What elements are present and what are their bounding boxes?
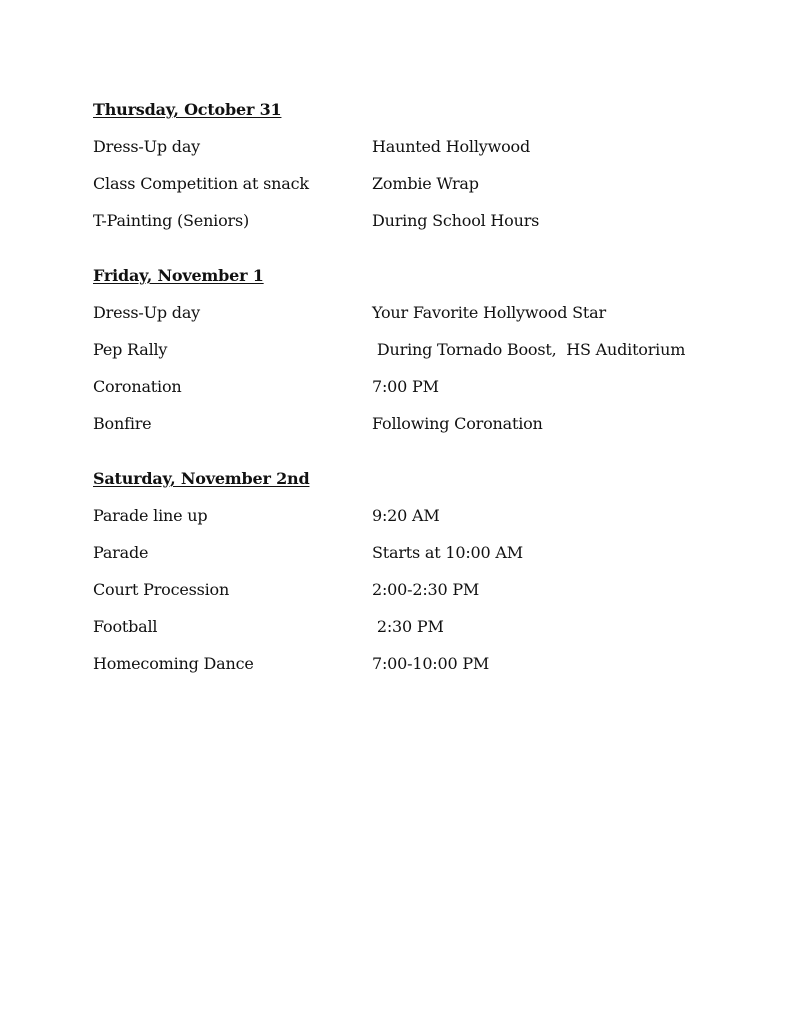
event-name: Court Procession bbox=[93, 580, 230, 599]
event-name: Pep Rally bbox=[93, 340, 168, 359]
event-detail: During School Hours bbox=[372, 211, 540, 230]
event-detail: Zombie Wrap bbox=[372, 174, 479, 193]
event-detail: 7:00-10:00 PM bbox=[372, 654, 490, 673]
schedule-row bbox=[93, 338, 733, 375]
schedule-row bbox=[93, 541, 733, 578]
event-detail: Haunted Hollywood bbox=[372, 137, 530, 156]
day-section-friday bbox=[93, 264, 733, 449]
event-detail: 2:00-2:30 PM bbox=[372, 580, 480, 599]
event-name: Dress-Up day bbox=[93, 303, 201, 322]
day-heading: Friday, November 1 bbox=[93, 266, 264, 285]
event-detail: 2:30 PM bbox=[372, 617, 444, 636]
event-detail: 9:20 AM bbox=[372, 506, 440, 525]
event-detail: During Tornado Boost, HS Auditorium bbox=[372, 340, 686, 359]
event-name: Football bbox=[93, 617, 158, 636]
event-detail: 7:00 PM bbox=[372, 377, 439, 396]
schedule-row bbox=[93, 504, 733, 541]
event-name: Dress-Up day bbox=[93, 137, 201, 156]
event-name: Coronation bbox=[93, 377, 182, 396]
schedule-row bbox=[93, 375, 733, 412]
event-name: Bonfire bbox=[93, 414, 152, 433]
schedule-row bbox=[93, 578, 733, 615]
schedule-row bbox=[93, 412, 733, 449]
event-name: Parade bbox=[93, 543, 149, 562]
day-heading: Saturday, November 2nd bbox=[93, 469, 310, 488]
schedule-row bbox=[93, 209, 733, 246]
schedule-row bbox=[93, 615, 733, 652]
event-name: Class Competition at snack bbox=[93, 174, 309, 193]
day-heading: Thursday, October 31 bbox=[93, 100, 282, 119]
day-section-saturday bbox=[93, 467, 733, 689]
event-detail: Following Coronation bbox=[372, 414, 543, 433]
event-detail: Starts at 10:00 AM bbox=[372, 543, 523, 562]
schedule-row bbox=[93, 301, 733, 338]
schedule-row bbox=[93, 135, 733, 172]
schedule-row bbox=[93, 172, 733, 209]
event-name: Homecoming Dance bbox=[93, 654, 254, 673]
event-name: Parade line up bbox=[93, 506, 208, 525]
event-detail: Your Favorite Hollywood Star bbox=[372, 303, 606, 322]
schedule-row bbox=[93, 652, 733, 689]
day-section-thursday bbox=[93, 98, 733, 246]
event-name: T-Painting (Seniors) bbox=[93, 211, 250, 230]
